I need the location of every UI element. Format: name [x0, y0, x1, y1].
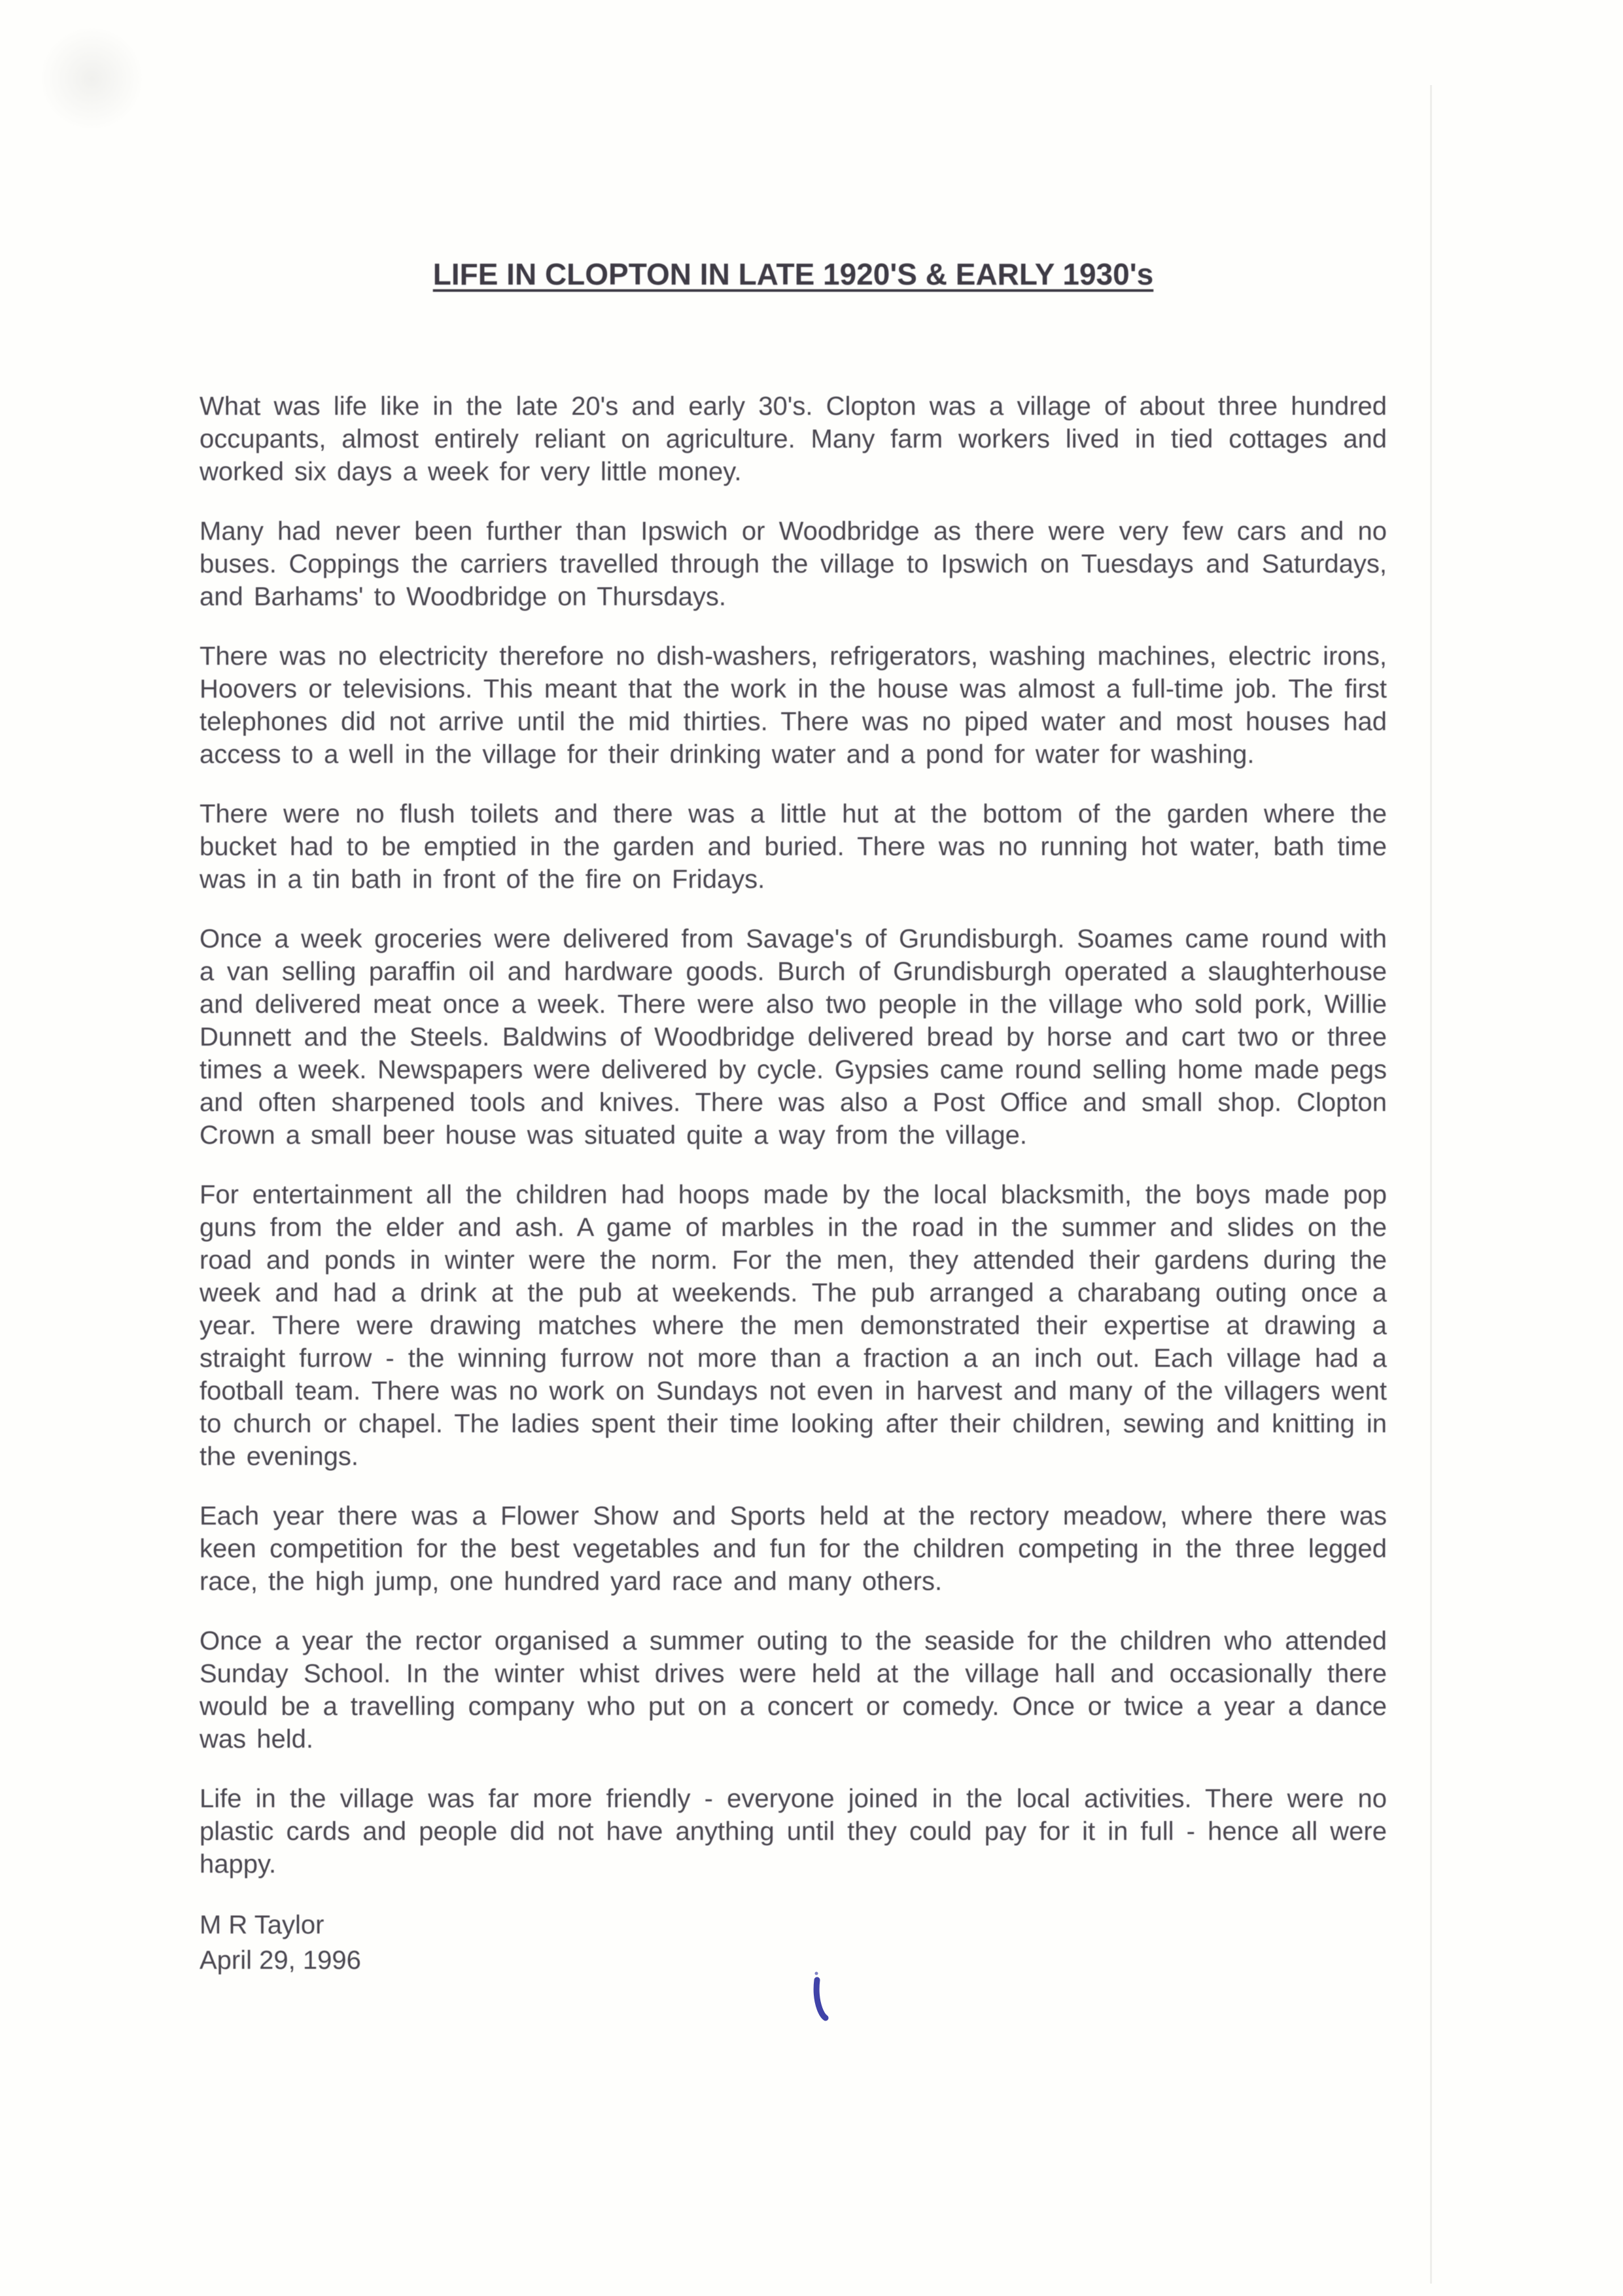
document-content	[200, 256, 1387, 1978]
paragraph-2: Many had never been further than Ipswich or Woodbridge as there were very few cars and no buses. Coppings the carriers travelled through the village to Ipswich on Tuesdays and Saturdays, and Barhams' to Woodbridge on Thursdays.	[200, 517, 1387, 611]
paragraph-9: Life in the village was far more friendly - everyone joined in the local activities. There were no plastic cards and people did not have anything until they could pay for it in full - hence all were happy.	[200, 1784, 1387, 1879]
signature-date: April 29, 1996	[200, 1946, 361, 1975]
paragraph-1: What was life like in the late 20's and early 30's. Clopton was a village of about three hundred occupants, almost entirely reliant on agriculture. Many farm workers lived in tied cottages and worked six days a week for very little money.	[200, 392, 1387, 486]
document-body	[200, 390, 1387, 1881]
paragraph-8: Once a year the rector organised a summer outing to the seaside for the children who attended Sunday School. In the winter whist drives were held at the village hall and occasionally there would be a travelling company who put on a concert or comedy. Once or twice a year a dance was held.	[200, 1627, 1387, 1754]
paragraph-4: There were no flush toilets and there was a little hut at the bottom of the garden where the bucket had to be emptied in the garden and buried. There was no running hot water, bath time was in a tin bath in front of the fire on Fridays.	[200, 800, 1387, 894]
paragraph-3: There was no electricity therefore no dish-washers, refrigerators, washing machines, electric irons, Hoovers or televisions. This meant that the work in the house was almost a full-time job. The first telephones did not arrive until the mid thirties. There was no piped water and most houses had access to a well in the village for their drinking water and a pond for water for washing.	[200, 642, 1387, 769]
signature-block	[200, 1907, 1387, 1978]
paragraph-5: Once a week groceries were delivered from Savage's of Grundisburgh. Soames came round with a van selling paraffin oil and hardware goods. Burch of Grundisburgh operated a slaughterhouse and delivered meat once a week. There were also two people in the village who sold pork, Willie Dunnett and the Steels. Baldwins of Woodbridge delivered bread by horse and cart two or three times a week. Newspapers were delivered by cycle. Gypsies came round selling home made pegs and often sharpened tools and knives. There was also a Post Office and small shop. Clopton Crown a small beer house was situated quite a way from the village.	[200, 925, 1387, 1150]
scan-smudge	[24, 11, 158, 145]
ink-mark	[807, 1971, 833, 2030]
scan-crease	[1430, 85, 1432, 2284]
paragraph-6: For entertainment all the children had hoops made by the local blacksmith, the boys made pop guns from the elder and ash. A game of marbles in the road in the summer and slides on the road and ponds in winter were the norm. For the men, they attended their gardens during the week and had a drink at the pub at weekends. The pub arranged a charabang outing once a year. There were drawing matches where the men demonstrated their expertise at drawing a straight furrow - the winning furrow not more than a fraction a an inch out. Each village had a football team. There was no work on Sundays not even in harvest and many of the villagers went to church or chapel. The ladies spent their time looking after their children, sewing and knitting in the evenings.	[200, 1180, 1387, 1471]
document-title: LIFE IN CLOPTON IN LATE 1920'S & EARLY 1930's	[432, 257, 1154, 291]
paragraph-7: Each year there was a Flower Show and Sports held at the rectory meadow, where there was keen competition for the best vegetables and fun for the children competing in the three legged race, the high jump, one hundred yard race and many others.	[200, 1502, 1387, 1596]
signature-name: M R Taylor	[200, 1911, 324, 1939]
